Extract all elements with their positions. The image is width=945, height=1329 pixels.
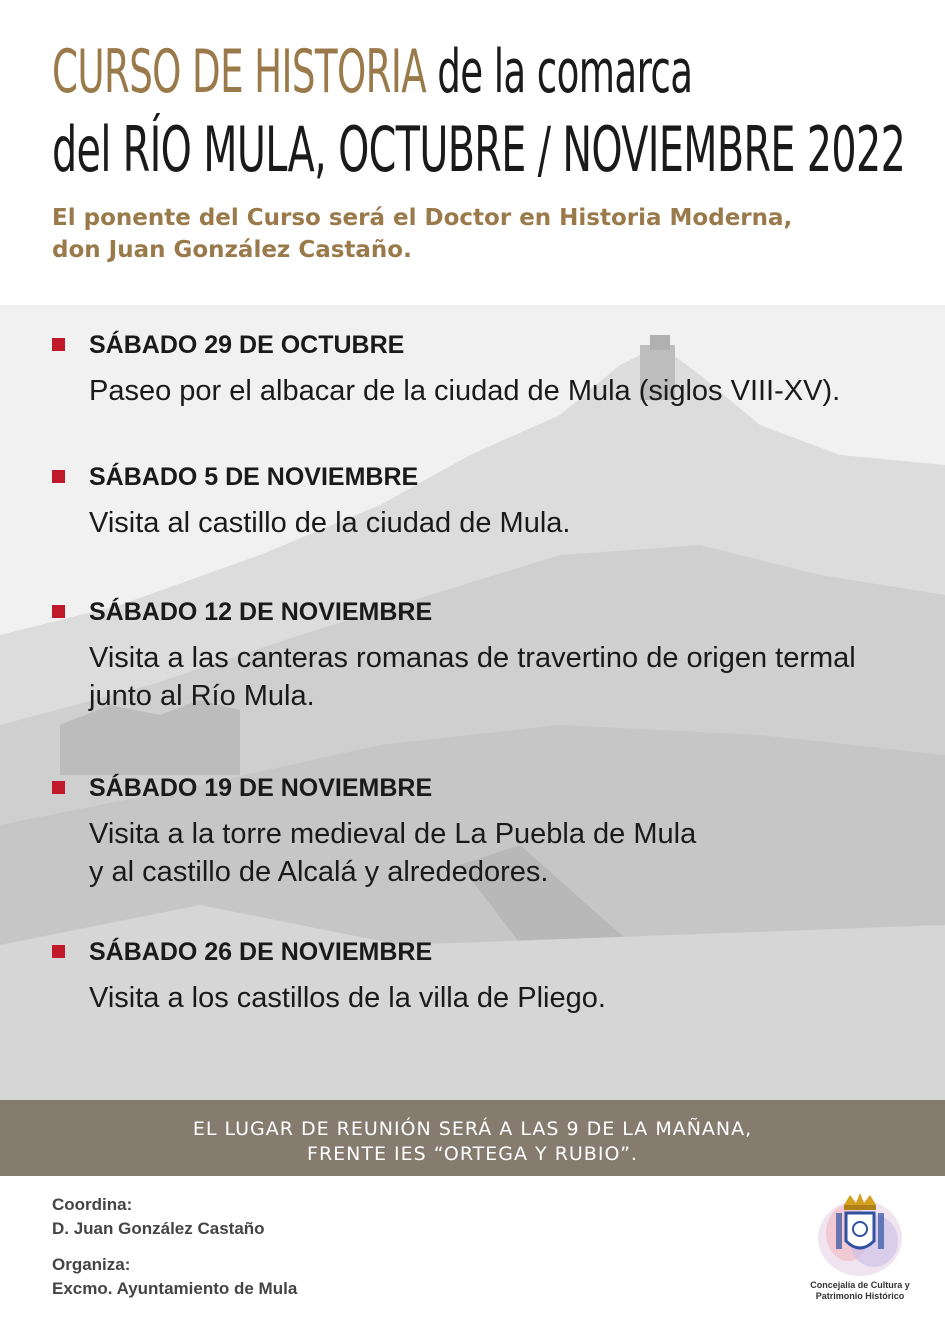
event-description <box>89 979 889 1017</box>
organiza-block <box>52 1253 297 1301</box>
event-description-line: Paseo por el albacar de la ciudad de Mula (siglos VIII-XV). <box>89 375 841 407</box>
bullet-square-icon <box>52 605 65 618</box>
logo-caption <box>790 1280 930 1302</box>
event-description <box>89 815 889 891</box>
event-date: SÁBADO 26 DE NOVIEMBRE <box>89 938 433 966</box>
coordina-name: D. Juan González Castaño <box>52 1219 265 1238</box>
coordina-label: Coordina: <box>52 1195 133 1214</box>
title-rest: de la comarca <box>426 37 693 107</box>
event-description <box>89 639 889 715</box>
event-description-line: Visita al castillo de la ciudad de Mula. <box>89 507 571 539</box>
bullet-square-icon <box>52 470 65 483</box>
event-date: SÁBADO 12 DE NOVIEMBRE <box>89 598 433 626</box>
event-description <box>89 504 889 542</box>
organiza-label: Organiza: <box>52 1255 131 1274</box>
event-description-line: junto al Río Mula. <box>89 680 315 712</box>
event-date: SÁBADO 29 DE OCTUBRE <box>89 331 405 359</box>
title-highlight: CURSO DE HISTORIA <box>52 37 427 107</box>
event-description <box>89 372 889 410</box>
bullet-square-icon <box>52 781 65 794</box>
title-line-2: del RÍO MULA, OCTUBRE / NOVIEMBRE 2022 <box>52 113 906 186</box>
meeting-line-1: EL LUGAR DE REUNIÓN SERÁ A LAS 9 DE LA MAÑANA, <box>192 1118 753 1140</box>
meeting-banner <box>0 1100 945 1176</box>
event-date: SÁBADO 19 DE NOVIEMBRE <box>89 774 433 802</box>
logo-caption-line-1: Concejalía de Cultura y <box>810 1280 910 1290</box>
event-description-line: Visita a las canteras romanas de travertino de origen termal <box>89 642 856 674</box>
meeting-line-2: FRENTE IES “ORTEGA Y RUBIO”. <box>307 1143 638 1165</box>
bullet-square-icon <box>52 338 65 351</box>
event-description-line: y al castillo de Alcalá y alrededores. <box>89 856 549 888</box>
logo-caption-line-2: Patrimonio Histórico <box>815 1291 905 1301</box>
subtitle-line-2: don Juan González Castaño. <box>52 237 412 263</box>
subtitle-line-1: El ponente del Curso será el Doctor en Historia Moderna, <box>52 205 793 231</box>
event-description-line: Visita a los castillos de la villa de Pliego. <box>89 982 606 1014</box>
organiza-name: Excmo. Ayuntamiento de Mula <box>52 1279 298 1298</box>
event-description-line: Visita a la torre medieval de La Puebla de Mula <box>89 818 697 850</box>
coordina-block <box>52 1193 265 1241</box>
event-date: SÁBADO 5 DE NOVIEMBRE <box>89 463 419 491</box>
bullet-square-icon <box>52 945 65 958</box>
